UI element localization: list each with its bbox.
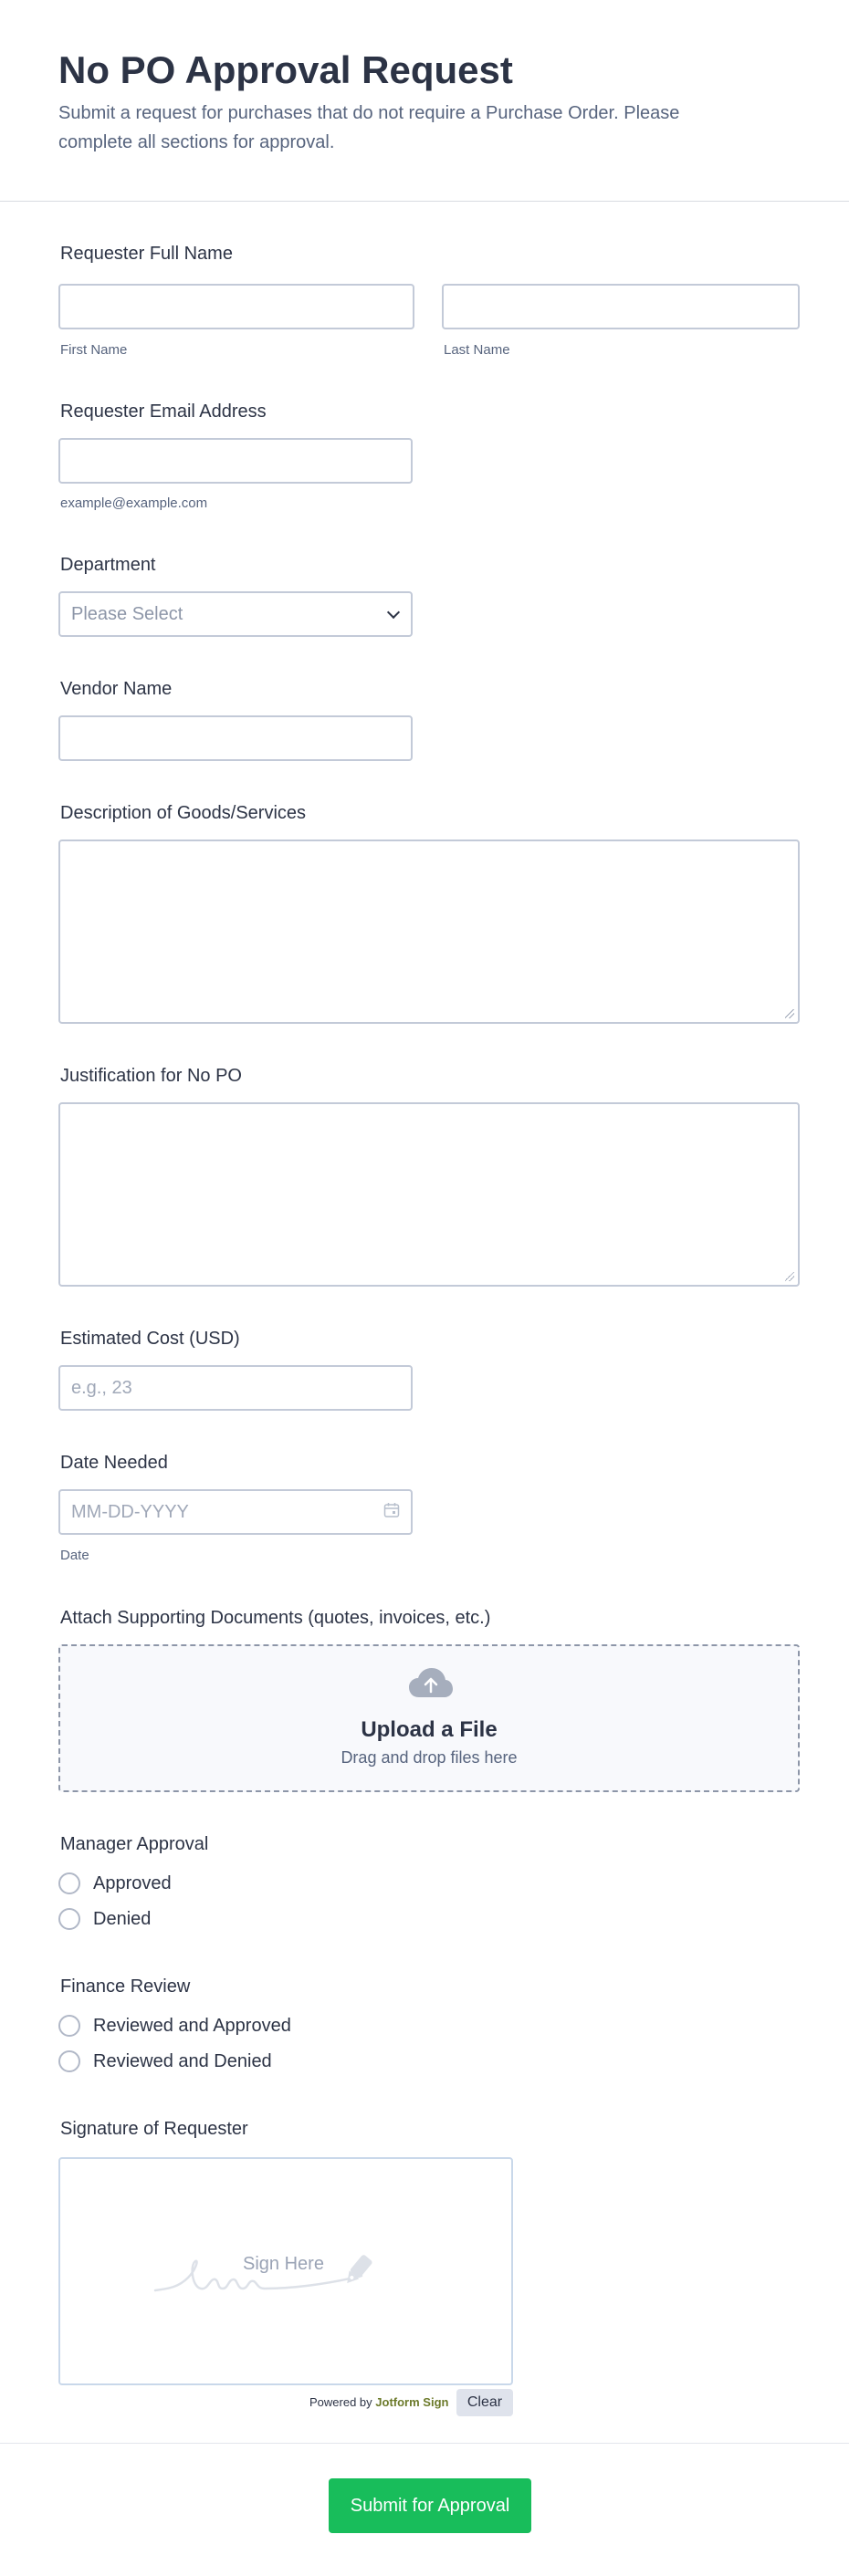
radio-option-approved[interactable] xyxy=(58,1872,172,1895)
email-label: Requester Email Address xyxy=(60,402,267,422)
signature-pad[interactable] xyxy=(58,2157,513,2385)
vendor-input[interactable] xyxy=(58,715,413,761)
radio-label: Approved xyxy=(93,1872,172,1893)
radio-label: Denied xyxy=(93,1908,152,1929)
radio-option-reviewed-approved[interactable] xyxy=(58,2014,291,2038)
radio-circle[interactable] xyxy=(58,1908,80,1930)
radio-circle[interactable] xyxy=(58,2050,80,2072)
department-selected-value: Please Select xyxy=(71,604,183,624)
justification-label: Justification for No PO xyxy=(60,1066,242,1086)
email-input[interactable] xyxy=(58,438,413,484)
radio-label: Reviewed and Approved xyxy=(93,2015,291,2036)
justification-textarea[interactable] xyxy=(58,1102,800,1287)
date-label: Date Needed xyxy=(60,1453,168,1473)
date-field xyxy=(58,1489,413,1535)
powered-by-prefix: Powered by xyxy=(309,2395,372,2409)
date-sublabel: Date xyxy=(60,1548,89,1563)
description-label: Description of Goods/Services xyxy=(60,803,307,823)
first-name-input[interactable] xyxy=(58,284,414,329)
email-sublabel: example@example.com xyxy=(60,495,208,511)
form-title: No PO Approval Request xyxy=(58,48,513,91)
submit-button[interactable]: Submit for Approval xyxy=(329,2478,531,2533)
first-name-sublabel: First Name xyxy=(60,342,128,358)
manager-approval-label: Manager Approval xyxy=(60,1834,209,1854)
sign-here-text: Sign Here xyxy=(243,2254,324,2274)
upload-hint: Drag and drop files here xyxy=(341,1748,518,1767)
requester-name-label: Requester Full Name xyxy=(60,244,233,264)
last-name-input[interactable] xyxy=(442,284,800,329)
clear-signature-button[interactable]: Clear xyxy=(456,2389,513,2416)
radio-circle[interactable] xyxy=(58,1872,80,1894)
file-upload-dropzone[interactable] xyxy=(58,1644,800,1792)
form-header xyxy=(0,0,849,202)
finance-review-label: Finance Review xyxy=(60,1976,191,1997)
description-textarea[interactable] xyxy=(58,840,800,1024)
department-select[interactable] xyxy=(58,591,413,637)
radio-circle[interactable] xyxy=(58,2015,80,2037)
calendar-icon[interactable] xyxy=(383,1502,400,1518)
form-subtitle: Submit a request for purchases that do not require a Purchase Order. Please complete all sections for approval. xyxy=(58,103,680,152)
signature-label: Signature of Requester xyxy=(60,2119,248,2139)
radio-option-denied[interactable] xyxy=(58,1907,151,1931)
cost-input[interactable] xyxy=(58,1365,413,1411)
footer-divider xyxy=(0,2443,849,2444)
date-input[interactable] xyxy=(58,1489,413,1535)
jotform-sign-brand[interactable]: Jotform Sign xyxy=(375,2395,449,2409)
resize-grip-icon[interactable] xyxy=(785,1009,794,1018)
radio-label: Reviewed and Denied xyxy=(93,2050,272,2071)
attachments-label: Attach Supporting Documents (quotes, invoices, etc.) xyxy=(60,1608,491,1628)
powered-by xyxy=(309,2395,448,2409)
cloud-upload-icon xyxy=(408,1666,454,1701)
last-name-sublabel: Last Name xyxy=(444,342,510,358)
radio-option-reviewed-denied[interactable] xyxy=(58,2049,272,2073)
department-label: Department xyxy=(60,555,156,575)
resize-grip-icon[interactable] xyxy=(785,1272,794,1281)
upload-title: Upload a File xyxy=(361,1717,498,1742)
vendor-label: Vendor Name xyxy=(60,679,173,699)
chevron-down-icon xyxy=(387,606,400,619)
cost-label: Estimated Cost (USD) xyxy=(60,1329,240,1349)
